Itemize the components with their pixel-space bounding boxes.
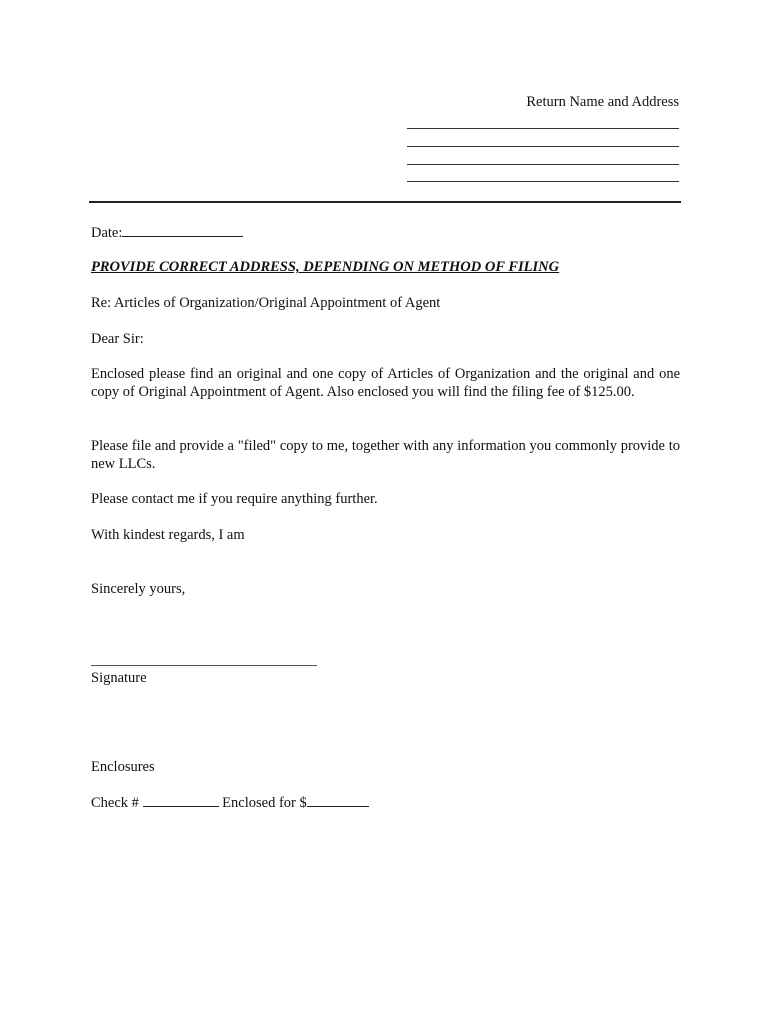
paragraph-contact: Please contact me if you require anything further. (91, 491, 378, 507)
check-label: Check # (91, 795, 139, 811)
date-field[interactable] (122, 223, 243, 237)
return-address-title: Return Name and Address (526, 94, 679, 110)
salutation: Dear Sir: (91, 331, 144, 347)
enclosed-for-label: Enclosed for $ (222, 795, 307, 811)
signature-line[interactable] (91, 665, 317, 666)
paragraph-regards: With kindest regards, I am (91, 527, 245, 543)
filing-heading: PROVIDE CORRECT ADDRESS, DEPENDING ON METHOD OF FILING (91, 259, 560, 275)
amount-field[interactable] (307, 793, 369, 807)
re-line: Re: Articles of Organization/Original Appointment of Agent (91, 295, 441, 311)
enclosures-label: Enclosures (91, 759, 155, 775)
return-address-line-4[interactable] (407, 181, 679, 182)
paragraph-please-file: Please file and provide a "filed" copy to me, together with any information you commonly provide to new LLCs. (91, 438, 680, 472)
check-row (91, 793, 680, 812)
return-address-line-3[interactable] (407, 164, 679, 165)
return-address-line-2[interactable] (407, 146, 679, 147)
check-number-field[interactable] (143, 793, 219, 807)
date-label: Date: (91, 225, 123, 241)
return-address-line-1[interactable] (407, 128, 679, 129)
date-row (91, 223, 680, 242)
signature-label: Signature (91, 670, 147, 686)
header-divider (89, 201, 681, 203)
paragraph-enclosed: Enclosed please find an original and one copy of Articles of Organization and the original and one copy of Original Appointment of Agent. Also enclosed you will find the filing fee of $125.00. (91, 366, 680, 400)
closing: Sincerely yours, (91, 581, 186, 597)
